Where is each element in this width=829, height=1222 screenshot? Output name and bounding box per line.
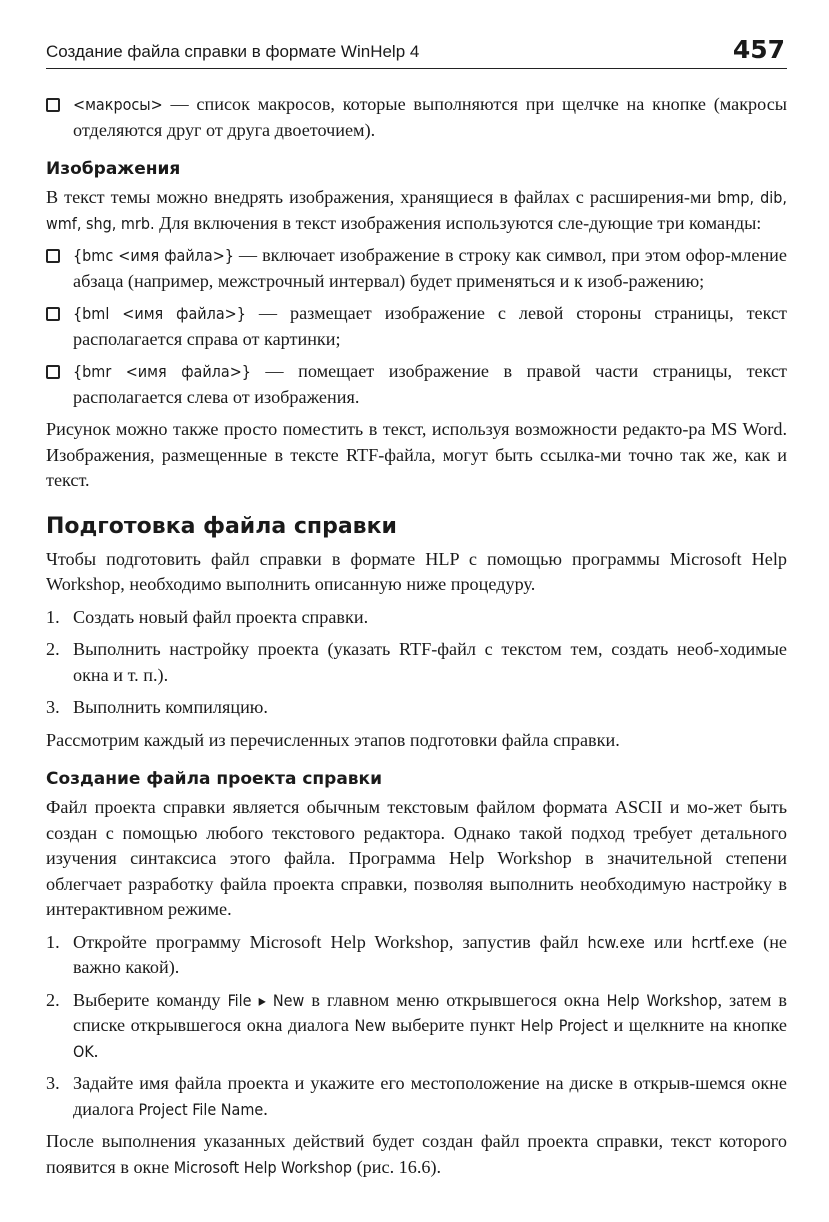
code-button-name: OK	[73, 1041, 94, 1061]
list-number: 3.	[46, 1073, 60, 1093]
checkbox-bullet-icon	[46, 98, 60, 112]
paragraph-images-intro	[46, 185, 787, 236]
text-run: и щелкните на кнопке	[607, 1015, 787, 1035]
bullet-item-bml	[46, 301, 787, 352]
text-run: Для включения в текст изображения используются сле-дующие три команды:	[154, 212, 762, 233]
text-run: После выполнения указанных действий будет создан файл проекта справки, текст которого появится в окне	[46, 1131, 787, 1177]
list-number: 1.	[46, 931, 60, 952]
code-bml: {bml <имя файла>}	[73, 304, 246, 323]
paragraph-images-outro: Рисунок можно также просто поместить в текст, используя возможности редакто-ра MS Word. Изображения, размещенные в тексте RTF-файла, могут быть ссылка-ми точно так же, как и текст.	[46, 419, 787, 490]
bullet-text: — помещает изображение в правой части страницы, текст располагается слева от изображения.	[73, 361, 787, 407]
code-dialog-name: New	[354, 1016, 386, 1035]
list-item	[46, 930, 787, 981]
text-run: или	[644, 931, 692, 952]
code-window-name: Microsoft Help Workshop	[173, 1157, 353, 1177]
paragraph-prepare-outro: Рассмотрим каждый из перечисленных этапов подготовки файла справки.	[46, 729, 620, 750]
paragraph-project-intro: Файл проекта справки является обычным текстовым файлом формата ASCII и мо-жет быть создан с помощью любого текстового редактора. Однако такой подход требует детального изучения синтаксиса этого файла. Программа Help Workshop в значительной степени облегчает разработку файла проекта справки, позволяя выполнить необходимую настройку в интерактивном режиме.	[46, 797, 787, 919]
heading-project: Создание файла проекта справки	[46, 769, 383, 789]
heading-prepare: Подготовка файла справки	[46, 513, 397, 539]
bullet-text: — размещает изображение с левой стороны страницы, текст располагается справа от картинки;	[73, 303, 787, 349]
text-run: (рис. 16.6).	[352, 1156, 442, 1177]
bullet-text: — список макросов, которые выполняются при щелчке на кнопке (макросы отделяются друг от друга двоеточием).	[73, 94, 787, 140]
running-head-title: Создание файла справки в формате WinHelp 4	[46, 42, 420, 61]
list-item	[46, 605, 787, 631]
page-number: 457	[732, 35, 785, 64]
paragraph-prepare-intro: Чтобы подготовить файл справки в формате HLP с помощью программы Microsoft Help Workshop, необходимо выполнить описанную ниже процедуру.	[46, 548, 787, 594]
list-number: 3.	[46, 697, 60, 717]
code-list-option: Help Project	[520, 1016, 608, 1035]
text-run: Задайте имя файла проекта и укажите его местоположение на диске в открыв-шемся окне диалога	[73, 1073, 787, 1119]
code-hcw: hcw.exe	[587, 932, 645, 952]
text-run: В текст темы можно внедрять изображения, хранящиеся в файлах с расширения-ми	[46, 187, 718, 207]
code-extensions: bmp, dib, wmf, shg, mrb.	[46, 188, 787, 233]
list-text: Создать новый файл проекта справки.	[73, 606, 369, 627]
heading-images: Изображения	[46, 159, 181, 179]
text-run: выберите пункт	[385, 1015, 521, 1035]
list-text: Выполнить настройку проекта (указать RTF-файл с текстом тем, создать необ-ходимые окна и т. п.).	[73, 639, 787, 685]
list-item	[46, 637, 787, 688]
text-run: .	[93, 1040, 99, 1061]
paragraph-project-outro	[46, 1129, 787, 1180]
list-item	[46, 695, 787, 721]
list-number: 2.	[46, 989, 60, 1010]
code-macros: <макросы>	[73, 95, 163, 114]
bullet-item-macros	[46, 92, 787, 143]
list-text: Выполнить компиляцию.	[73, 697, 268, 717]
checkbox-bullet-icon	[46, 307, 60, 321]
code-dialog-name: Project File Name	[138, 1099, 264, 1119]
list-number: 2.	[46, 639, 60, 659]
code-window-name: Help Workshop	[606, 990, 718, 1010]
running-head	[46, 34, 787, 69]
bullet-text: — включает изображение в строку как символ, при этом офор-мление абзаца (например, межстрочный интервал) будет применяться и к изоб-ражению;	[73, 245, 787, 291]
code-menu-command: File ▸ New	[227, 990, 305, 1010]
code-hcrtf: hcrtf.exe	[691, 932, 755, 952]
list-number: 1.	[46, 606, 60, 627]
checkbox-bullet-icon	[46, 365, 60, 379]
text-run: Выберите команду	[73, 989, 228, 1010]
checkbox-bullet-icon	[46, 249, 60, 263]
page-body	[46, 92, 787, 1187]
list-item	[46, 988, 787, 1065]
list-item	[46, 1071, 787, 1122]
code-bmr: {bmr <имя файла>}	[73, 362, 251, 381]
text-run: в главном меню открывшегося окна	[304, 989, 607, 1010]
text-run: .	[263, 1098, 268, 1119]
bullet-item-bmr	[46, 359, 787, 410]
text-run: (не важно какой).	[73, 931, 787, 977]
bullet-item-bmc	[46, 243, 787, 294]
code-bmc: {bmc <имя файла>}	[73, 246, 234, 265]
text-run: , затем в списке открывшегося окна диалога	[73, 989, 787, 1035]
text-run: Откройте программу Microsoft Help Workshop, запустив файл	[73, 931, 588, 952]
